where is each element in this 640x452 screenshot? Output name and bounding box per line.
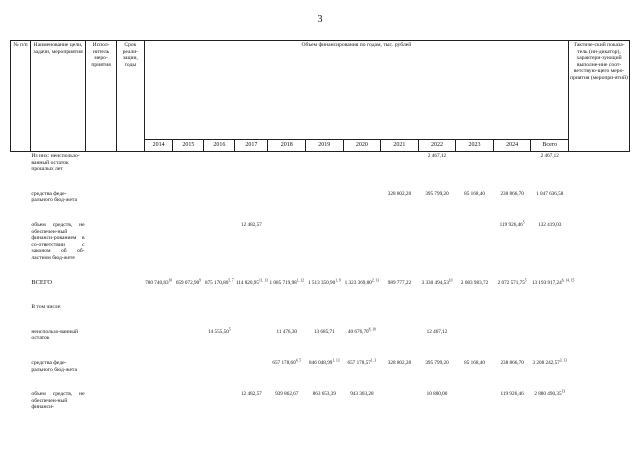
- value-cell: [381, 390, 419, 412]
- value-cell: [493, 359, 531, 374]
- cell-value: 12 482,57: [241, 391, 262, 398]
- term-cell: [117, 390, 145, 412]
- value-cell: [173, 221, 204, 263]
- cell-value: 328 802,28: [387, 190, 412, 197]
- value-cell: [418, 328, 456, 343]
- row-label: средства феде-рального бюд-жета: [31, 359, 77, 373]
- header-indicator: Тактиче-ский показа-тель (ин-дикатор), характери-зующий выполне-ние соот-ветствую-щего меро-приятия (меропри-ятий): [569, 41, 630, 152]
- cell-value: 14 555,50: [208, 328, 229, 335]
- value-cell: [343, 152, 381, 174]
- value-cell: [144, 328, 173, 343]
- row-spacer: [11, 174, 630, 190]
- value-cell: [204, 221, 235, 263]
- table-row: [11, 328, 630, 343]
- executor-cell: [86, 221, 117, 263]
- footnote-mark: 1, 12: [296, 277, 304, 282]
- row-num-cell: [11, 328, 31, 343]
- cell-value: 13 193 917,24: [531, 279, 562, 286]
- cell-value: 943 303,28: [350, 391, 374, 398]
- row-spacer: [11, 343, 630, 359]
- footnote-mark: 10: [448, 277, 453, 282]
- row-num-cell: [11, 190, 31, 205]
- spacer-cell: [11, 205, 630, 221]
- cell-value: 328 802,28: [387, 359, 412, 366]
- indicator-cell: [569, 303, 630, 312]
- value-cell: [343, 359, 381, 374]
- value-cell: [418, 303, 456, 312]
- cell-value: 3 208 242,57: [532, 359, 560, 366]
- cell-value: 2 467,12: [540, 153, 559, 159]
- term-cell: [117, 303, 145, 312]
- value-cell: [493, 303, 531, 312]
- value-cell: [456, 303, 494, 312]
- year-header-7: 2021: [381, 140, 419, 152]
- value-cell: [381, 328, 419, 343]
- value-cell: [268, 279, 306, 288]
- row-num-cell: [11, 221, 31, 263]
- value-cell: [456, 328, 494, 343]
- cell-value: 119 926,46: [500, 391, 524, 398]
- executor-cell: [86, 390, 117, 412]
- table-row: [11, 190, 630, 205]
- value-cell: [204, 190, 235, 205]
- value-cell: [531, 277, 575, 288]
- cell-value: 132 419,03: [538, 221, 562, 228]
- value-cell: [173, 359, 204, 374]
- value-cell: [204, 328, 235, 343]
- row-label: неиспользо-ванный остаток: [31, 328, 79, 342]
- value-cell: [343, 390, 381, 412]
- year-header-3: 2017: [235, 140, 268, 152]
- header-num: № п/п: [11, 41, 31, 152]
- header-executor: Испол-нитель меро-приятия: [86, 41, 117, 152]
- value-cell: [418, 359, 456, 374]
- value-cell: [456, 221, 494, 263]
- term-cell: [117, 359, 145, 374]
- value-cell: [235, 152, 268, 174]
- value-cell: [531, 190, 569, 205]
- value-cell: [531, 152, 569, 174]
- value-cell: [456, 190, 494, 205]
- term-cell: [117, 190, 145, 205]
- table-row: [11, 279, 630, 288]
- value-cell: [418, 190, 456, 205]
- value-cell: [306, 221, 344, 263]
- value-cell: [493, 152, 531, 174]
- value-cell: [204, 359, 235, 374]
- footnote-mark: 2, 13: [371, 277, 380, 282]
- header-term: Срок реали-зации, годы: [117, 41, 145, 152]
- spacer-cell: [11, 312, 630, 328]
- row-num-cell: [11, 303, 31, 312]
- value-cell: [173, 303, 204, 312]
- cell-value: 238 866,70: [500, 190, 524, 197]
- value-cell: [268, 328, 306, 343]
- row-spacer: [11, 263, 630, 279]
- value-cell: [456, 152, 494, 174]
- header-row: [11, 41, 630, 140]
- value-cell: [306, 279, 344, 288]
- indicator-cell: [569, 279, 630, 288]
- term-cell: [117, 328, 145, 343]
- value-cell: [531, 221, 569, 263]
- cell-value: 12 467,12: [426, 328, 448, 335]
- row-num-cell: [11, 390, 31, 412]
- footnote-mark: 11, 13: [258, 277, 268, 282]
- table-row: [11, 390, 630, 412]
- value-cell: [144, 190, 173, 205]
- cell-value: 875 170,80: [204, 279, 229, 286]
- spacer-cell: [11, 287, 630, 303]
- cell-value: 846 048,99: [309, 359, 333, 366]
- cell-value: 989 777,22: [387, 279, 412, 286]
- executor-cell: [86, 152, 117, 174]
- page-number: 3: [317, 14, 323, 25]
- value-cell: [531, 303, 569, 312]
- value-cell: [235, 279, 268, 288]
- value-cell: [531, 359, 569, 374]
- footnote-mark: 5: [522, 220, 525, 225]
- value-cell: [381, 359, 419, 374]
- value-cell: [381, 221, 419, 263]
- footnote-mark: 6, 14, 15: [561, 277, 575, 282]
- cell-value: 780 740,83: [145, 279, 169, 286]
- value-cell: [306, 359, 344, 374]
- value-cell: [268, 190, 306, 205]
- cell-value: 2 880 490,35: [534, 391, 562, 398]
- value-cell: [235, 303, 268, 312]
- value-cell: [381, 190, 419, 205]
- cell-value: 85 168,40: [464, 190, 485, 197]
- spacer-cell: [11, 343, 630, 359]
- row-label: ВСЕГО: [31, 278, 52, 286]
- spacer-cell: [11, 374, 630, 390]
- executor-cell: [86, 190, 117, 205]
- cell-value: 85 168,40: [464, 359, 485, 366]
- table-row: [11, 359, 630, 374]
- value-cell: [144, 152, 173, 174]
- value-cell: [204, 303, 235, 312]
- value-cell: [235, 359, 268, 374]
- cell-value: 2 467,12: [427, 153, 447, 159]
- value-cell: [306, 328, 344, 343]
- cell-value: 119 926,46: [499, 221, 523, 228]
- value-cell: [456, 359, 494, 374]
- value-cell: [144, 279, 173, 288]
- cell-value: 238 866,70: [500, 359, 524, 366]
- value-cell: [306, 190, 344, 205]
- value-cell: [268, 390, 306, 412]
- value-cell: [235, 221, 268, 263]
- value-cell: [235, 390, 268, 412]
- value-cell: [204, 152, 235, 174]
- footnote-mark: 8, 10: [368, 326, 376, 331]
- footnote-mark: 4, 5: [295, 358, 302, 363]
- cell-value: 12 482,57: [241, 221, 262, 228]
- cell-value: 40 676,70: [347, 328, 369, 335]
- value-cell: [418, 152, 456, 174]
- indicator-cell: [569, 221, 630, 263]
- row-num-cell: [11, 359, 31, 374]
- spacer-cell: [11, 263, 630, 279]
- value-cell: [173, 190, 204, 205]
- spacer-cell: [11, 174, 630, 190]
- cell-value: 1 047 636,58: [536, 190, 564, 197]
- footnote-mark: 1, 9: [335, 277, 341, 282]
- cell-value: 3 330 494,53: [421, 279, 449, 286]
- value-cell: [343, 221, 381, 263]
- value-cell: [144, 221, 173, 263]
- year-header-11: Всего: [531, 140, 569, 152]
- cell-value: 11 476,30: [276, 328, 298, 335]
- value-cell: [144, 359, 173, 374]
- cell-value: 939 862,67: [275, 391, 299, 398]
- row-num-cell: [11, 279, 31, 288]
- value-cell: [173, 390, 204, 412]
- cell-value: 1 513 350,90: [307, 279, 336, 286]
- value-cell: [306, 152, 344, 174]
- row-spacer: [11, 287, 630, 303]
- footnote-mark: 13: [561, 389, 566, 394]
- row-spacer: [11, 374, 630, 390]
- value-cell: [268, 221, 306, 263]
- row-label: объем средств, не обеспечен-ный финанси-: [31, 391, 85, 411]
- footnote-mark: 5: [228, 326, 231, 331]
- footnote-mark: 1, 3: [370, 358, 377, 363]
- value-cell: [173, 152, 204, 174]
- value-cell: [493, 221, 531, 263]
- cell-value: 1 323 369,00: [344, 279, 372, 286]
- year-header-6: 2020: [343, 140, 381, 152]
- indicator-cell: [569, 152, 630, 174]
- value-cell: [418, 221, 456, 263]
- value-cell: [343, 328, 381, 343]
- cell-value: 10 800,00: [426, 391, 448, 398]
- year-header-9: 2023: [456, 140, 494, 152]
- value-cell: [144, 390, 173, 412]
- value-cell: [493, 390, 531, 412]
- year-header-2: 2016: [204, 140, 235, 152]
- indicator-cell: [569, 390, 630, 412]
- cell-value: 395 799,20: [425, 190, 449, 197]
- year-header-0: 2014: [144, 140, 173, 152]
- row-label: В том числе:: [31, 304, 62, 311]
- value-cell: [381, 152, 419, 174]
- footnote-mark: 5, 7: [228, 277, 234, 282]
- value-cell: [268, 152, 306, 174]
- value-cell: [268, 359, 306, 374]
- footnote-mark: 9: [199, 277, 201, 282]
- term-cell: [117, 152, 145, 174]
- cell-value: 2 083 983,72: [460, 279, 489, 286]
- year-header-4: 2018: [268, 140, 306, 152]
- cell-value: 2 072 571,75: [497, 279, 525, 286]
- cell-value: 395 799,20: [425, 359, 449, 366]
- value-cell: [531, 390, 569, 412]
- row-spacer: [11, 312, 630, 328]
- cell-value: 114 820,95: [235, 279, 259, 286]
- value-cell: [418, 279, 456, 288]
- year-header-1: 2015: [173, 140, 204, 152]
- value-cell: [268, 303, 306, 312]
- year-header-8: 2022: [418, 140, 456, 152]
- value-cell: [204, 279, 235, 288]
- executor-cell: [86, 279, 117, 288]
- indicator-cell: [569, 359, 630, 374]
- value-cell: [343, 303, 381, 312]
- value-cell: [456, 279, 494, 288]
- value-cell: [493, 279, 531, 288]
- indicator-cell: [569, 190, 630, 205]
- value-cell: [456, 390, 494, 412]
- cell-value: 1 085 719,98: [269, 279, 297, 286]
- header-name: Наименование цели, задачи, мероприятия: [30, 41, 85, 152]
- value-cell: [144, 303, 173, 312]
- executor-cell: [86, 328, 117, 343]
- table-row: [11, 221, 630, 263]
- value-cell: [381, 279, 419, 288]
- value-cell: [235, 328, 268, 343]
- term-cell: [117, 279, 145, 288]
- executor-cell: [86, 303, 117, 312]
- value-cell: [531, 328, 569, 343]
- value-cell: [381, 303, 419, 312]
- row-label: объем средств, не обеспечен-ный финанси-рованием в со-ответствии с законом об об-ластном бюд-жете: [31, 221, 85, 261]
- year-header-5: 2019: [306, 140, 344, 152]
- cell-value: 659 072,90: [175, 279, 200, 286]
- table-body: [11, 152, 630, 412]
- cell-value: 657 178,60: [272, 359, 296, 366]
- indicator-cell: [569, 328, 630, 343]
- header-volume: Объем финансирования по годам, тыс. рублей: [144, 41, 568, 140]
- value-cell: [493, 328, 531, 343]
- footnote-mark: 10: [168, 277, 173, 282]
- executor-cell: [86, 359, 117, 374]
- value-cell: [173, 279, 204, 288]
- row-label: Из них: неиспользо-ванный остаток прошлых лет: [31, 153, 80, 173]
- term-cell: [117, 221, 145, 263]
- value-cell: [306, 390, 344, 412]
- value-cell: [204, 390, 235, 412]
- value-cell: [306, 303, 344, 312]
- value-cell: [235, 190, 268, 205]
- footnote-mark: 3, 13: [559, 358, 567, 363]
- cell-value: 863 653,39: [312, 391, 336, 398]
- table-row: [11, 152, 630, 174]
- row-num-cell: [11, 152, 31, 174]
- cell-value: 657 178,57: [347, 359, 371, 366]
- value-cell: [173, 328, 204, 343]
- cell-value: 13 685,71: [313, 328, 335, 335]
- table-row: [11, 303, 630, 312]
- financing-table: [10, 40, 630, 412]
- value-cell: [418, 390, 456, 412]
- footnote-mark: 5: [524, 277, 527, 282]
- value-cell: [343, 190, 381, 205]
- row-spacer: [11, 205, 630, 221]
- footnote-mark: 1, 13: [332, 358, 340, 363]
- row-label: средства феде-рального бюд-жета: [31, 190, 77, 204]
- year-header-10: 2024: [493, 140, 531, 152]
- value-cell: [343, 279, 381, 288]
- value-cell: [493, 190, 531, 205]
